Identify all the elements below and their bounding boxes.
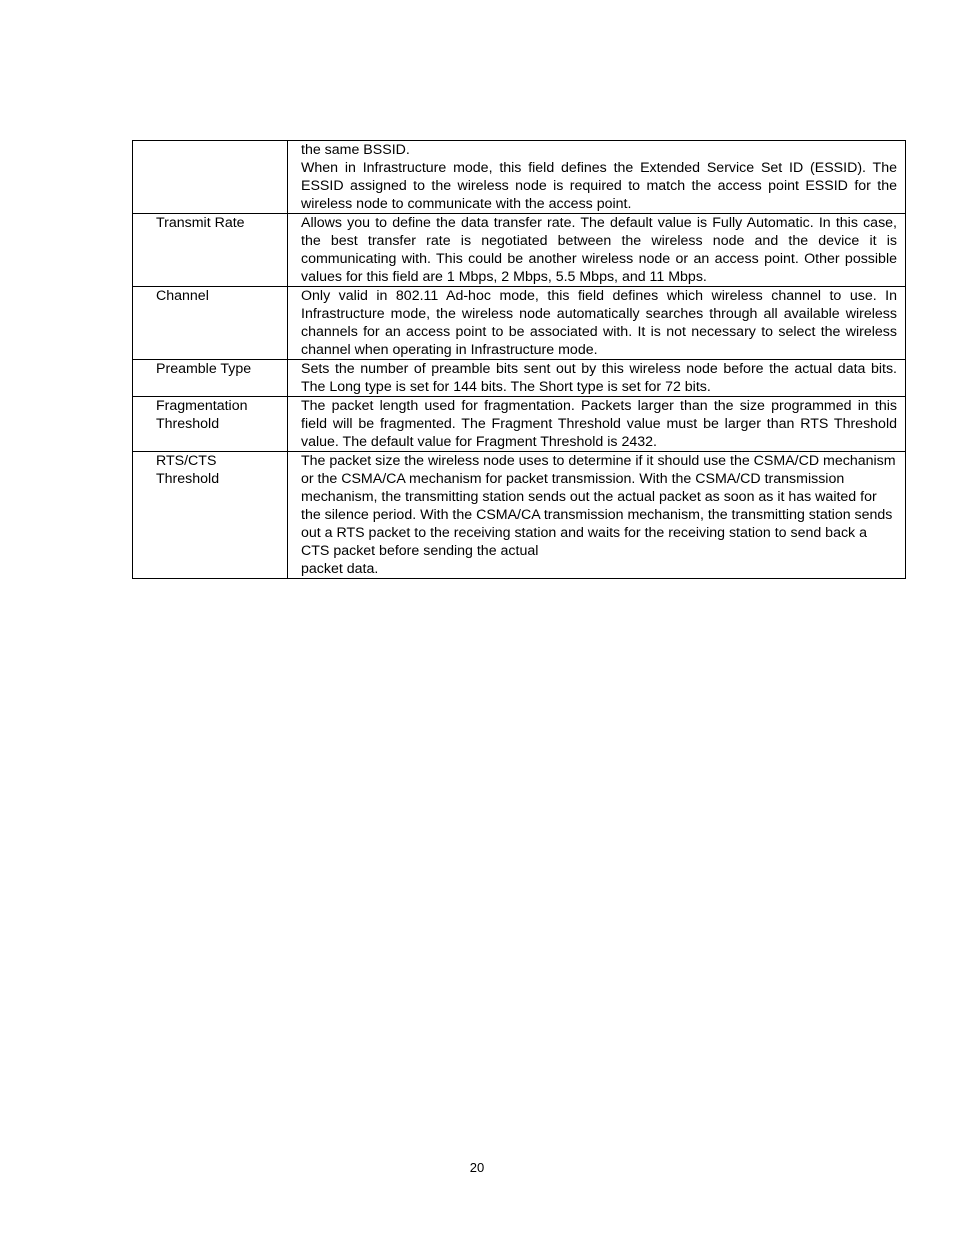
parameter-description-cell (288, 397, 906, 452)
parameter-name-cell (133, 287, 288, 360)
parameter-description-cell (288, 360, 906, 397)
parameter-name: Threshold (156, 471, 220, 487)
parameter-name-cell (133, 214, 288, 287)
description-text: When in Infrastructure mode, this field defines the Extended Service Set ID (ESSID). The ESSID assigned to the wireless node is required to match the access point ESSID for the wireless node to communicate with the access point. (301, 160, 897, 212)
parameter-description-cell (288, 287, 906, 360)
description-text: Allows you to define the data transfer rate. The default value is Fully Automatic. In this case, the best transfer rate is negotiated between the wireless node and the device it is communicating with. This could be another wireless node or an access point. Other possible values for this field are 1 Mbps, 2 Mbps, 5.5 Mbps, and 11 Mbps. (301, 215, 897, 285)
parameter-name: Transmit Rate (156, 215, 245, 231)
description-text: packet data. (301, 561, 379, 577)
table-row (133, 214, 906, 287)
table-row (133, 141, 906, 214)
table-row (133, 287, 906, 360)
parameter-name-cell (133, 397, 288, 452)
description-text: the same BSSID. (301, 142, 410, 158)
table-row (133, 452, 906, 579)
parameter-name: Preamble Type (156, 361, 252, 377)
description-text: Only valid in 802.11 Ad-hoc mode, this field defines which wireless channel to use. In Infrastructure mode, the wireless node automatically searches through all available wireless channels for an access point to be associated with. It is not necessary to select the wireless channel when operating in Infrastructure mode. (301, 288, 897, 358)
parameter-name-cell (133, 141, 288, 214)
description-text: Sets the number of preamble bits sent out by this wireless node before the actual data bits. The Long type is set for 144 bits. The Short type is set for 72 bits. (301, 361, 897, 395)
parameter-description-cell (288, 141, 906, 214)
parameter-name: Threshold (156, 416, 220, 432)
parameter-name-cell (133, 452, 288, 579)
description-text: The packet length used for fragmentation. Packets larger than the size programmed in this field will be fragmented. The Fragment Threshold value must be larger than RTS Threshold value. The default value for Fragment Threshold is 2432. (301, 398, 897, 450)
parameter-name: RTS/CTS (156, 453, 217, 469)
parameter-name-cell (133, 360, 288, 397)
parameter-description-cell (288, 214, 906, 287)
parameter-description-cell (288, 452, 906, 579)
table-row (133, 397, 906, 452)
table-row (133, 360, 906, 397)
parameter-table-body (133, 141, 906, 579)
parameter-name: Fragmentation (156, 398, 248, 414)
page-number: 20 (469, 1160, 485, 1175)
parameter-table (132, 140, 906, 579)
description-text: The packet size the wireless node uses to determine if it should use the CSMA/CD mechanism or the CSMA/CA mechanism for packet transmission. With the CSMA/CD transmission mechanism, the transmitting station sends out the actual packet as soon as it has waited for the silence period. With the CSMA/CA transmission mechanism, the transmitting station sends out a RTS packet to the receiving station and waits for the receiving station to send back a CTS packet before sending the actual (301, 453, 896, 559)
parameter-name: Channel (156, 288, 209, 304)
